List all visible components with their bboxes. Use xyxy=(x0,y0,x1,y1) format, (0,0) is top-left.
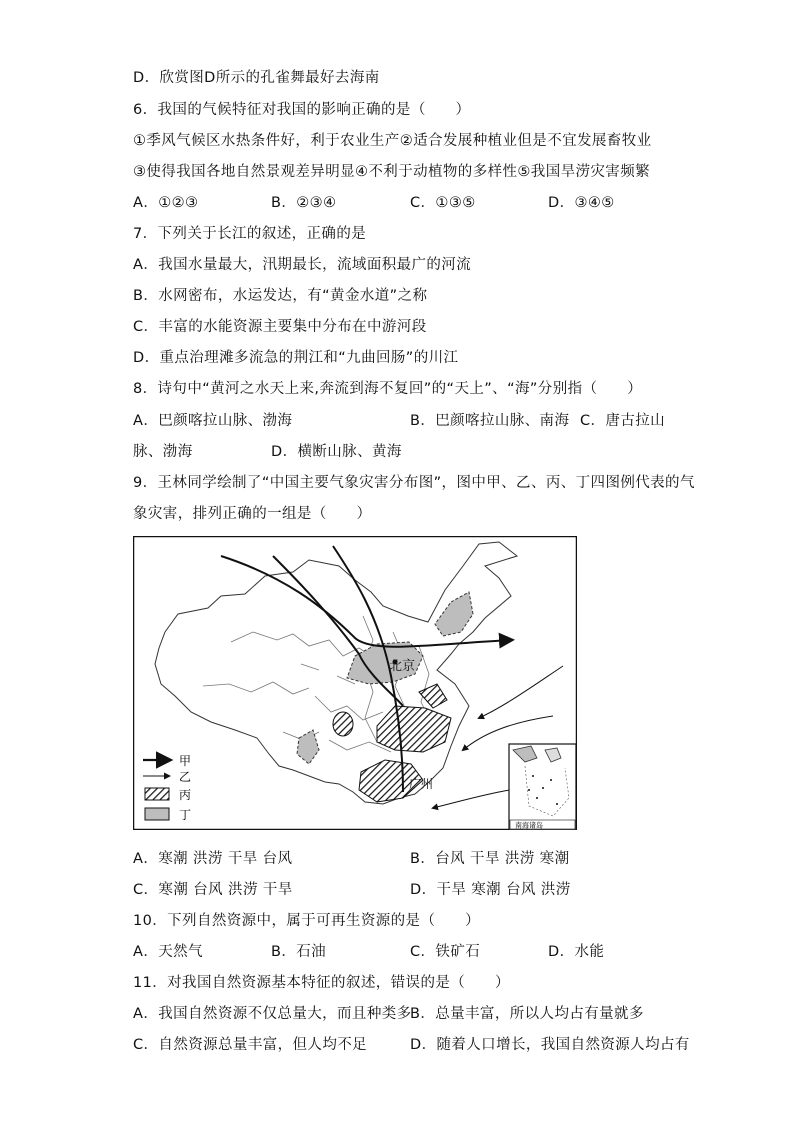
q10-option-d[interactable]: D．水能 xyxy=(548,944,605,960)
q11-option-c[interactable]: C．自然资源总量丰富，但人均不足 xyxy=(133,1037,368,1053)
q6-statements-2: ③使得我国各地自然景观差异明显④不利于动植物的多样性⑤我国旱涝灾害频繁 xyxy=(133,164,650,180)
q9-option-b[interactable]: B．台风 干旱 洪涝 寒潮 xyxy=(410,851,570,867)
q8-option-a[interactable]: A．巴颜喀拉山脉、渤海 xyxy=(133,413,293,429)
q7-option-a[interactable]: A．我国水量最大，汛期最长，流域面积最广的河流 xyxy=(133,257,472,273)
flood-region-sichuan xyxy=(333,712,353,736)
legend-label-ding: 丁 xyxy=(179,808,192,822)
q10-option-b[interactable]: B．石油 xyxy=(271,944,327,960)
legend-label-yi: 乙 xyxy=(179,770,192,784)
q9-stem: 9．王林同学绘制了“中国主要气象灾害分布图”，图中甲、乙、丙、丁四图例代表的气 xyxy=(133,475,695,491)
q9-option-c[interactable]: C．寒潮 台风 洪涝 干旱 xyxy=(133,882,293,898)
q6-option-b[interactable]: B．②③④ xyxy=(271,195,337,211)
q6-option-d[interactable]: D．③④⑤ xyxy=(548,195,615,211)
q8-option-c[interactable]: C．唐古拉山 xyxy=(580,413,666,429)
q7-option-d[interactable]: D．重点治理滩多流急的荆江和“九曲回肠”的川江 xyxy=(133,350,459,366)
q8-option-b[interactable]: B．巴颜喀拉山脉、南海 xyxy=(410,413,570,429)
q11-stem: 11．对我国自然资源基本特征的叙述，错误的是（ ） xyxy=(133,975,510,991)
q9-option-a[interactable]: A．寒潮 洪涝 干旱 台风 xyxy=(133,851,293,867)
legend-label-bing: 丙 xyxy=(179,788,192,802)
q8-option-d[interactable]: D．横断山脉、黄海 xyxy=(271,444,402,460)
q7-option-c[interactable]: C．丰富的水能资源主要集中分布在中游河段 xyxy=(133,319,427,335)
q11-option-a[interactable]: A．我国自然资源不仅总量大，而且种类多 xyxy=(133,1006,412,1022)
city-label-beijing: 北京 xyxy=(389,659,416,674)
disaster-map xyxy=(133,536,577,830)
q6-option-a[interactable]: A．①②③ xyxy=(133,195,199,211)
q7-stem: 7．下列关于长江的叙述，正确的是 xyxy=(133,226,367,242)
q11-option-b[interactable]: B．总量丰富，所以人均占有量就多 xyxy=(410,1006,644,1022)
q6-stem: 6．我国的气候特征对我国的影响正确的是（ ） xyxy=(133,102,471,118)
legend-symbol-ding xyxy=(145,808,169,820)
legend-label-jia: 甲 xyxy=(179,754,192,768)
q11-option-d[interactable]: D．随着人口增长，我国自然资源人均占有 xyxy=(410,1037,690,1053)
q10-option-c[interactable]: C．铁矿石 xyxy=(410,944,481,960)
q8-option-c-cont: 脉、渤海 xyxy=(133,444,193,460)
q8-stem: 8．诗句中“黄河之水天上来,奔流到海不复回”的“天上”、“海”分别指（ ） xyxy=(133,381,643,397)
south-china-sea-inset xyxy=(509,744,576,830)
q10-stem: 10．下列自然资源中，属于可再生资源的是（ ） xyxy=(133,913,481,929)
q7-option-b[interactable]: B．水网密布，水运发达，有“黄金水道”之称 xyxy=(133,288,428,304)
q6-option-c[interactable]: C．①③⑤ xyxy=(410,195,476,211)
legend-symbol-bing xyxy=(145,788,169,800)
city-label-guangzhou: 广州 xyxy=(409,777,434,791)
inset-label: 南海诸岛 xyxy=(515,821,543,830)
q9-stem-cont: 象灾害，排列正确的一组是（ ） xyxy=(133,506,372,522)
q10-option-a[interactable]: A．天然气 xyxy=(133,944,203,960)
q9-option-d[interactable]: D．干旱 寒潮 台风 洪涝 xyxy=(410,882,571,898)
q5-option-d: D．欣赏图D所示的孔雀舞最好去海南 xyxy=(133,70,380,86)
q6-statements-1: ①季风气候区水热条件好，利于农业生产②适合发展种植业但是不宜发展畜牧业 xyxy=(133,133,652,149)
